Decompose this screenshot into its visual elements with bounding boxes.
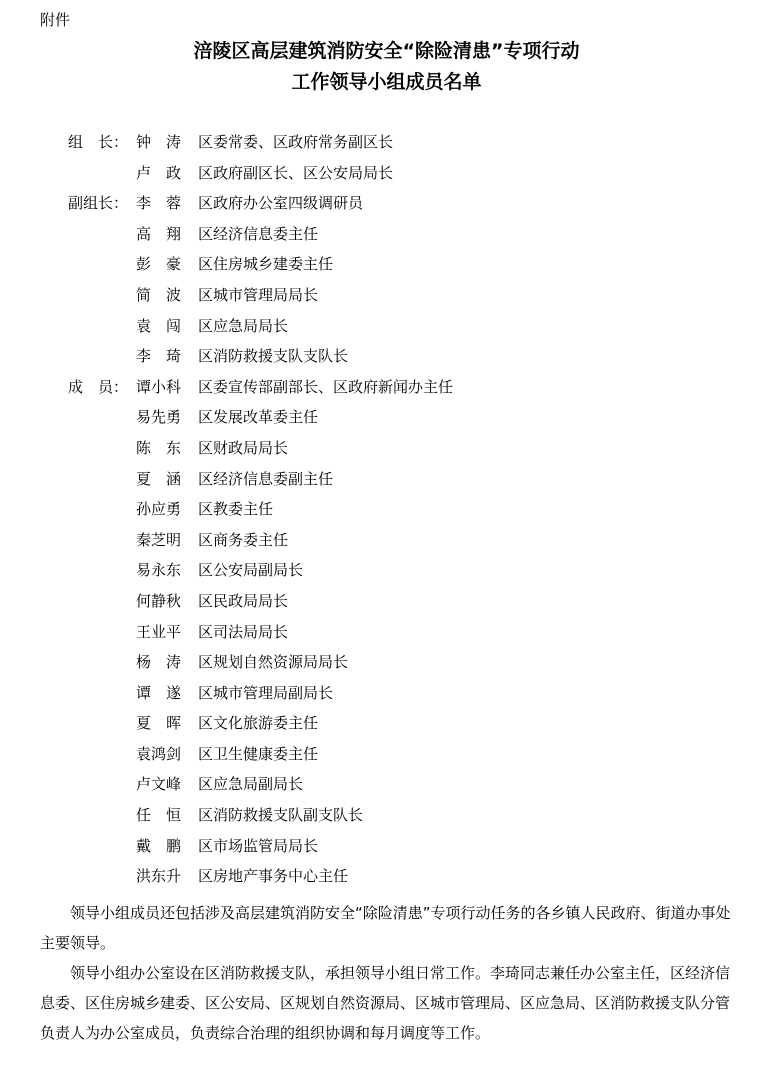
roster-row bbox=[0, 682, 773, 713]
roster-position: 区卫生健康委主任 bbox=[198, 744, 319, 763]
roster-name: 易永东 bbox=[136, 561, 182, 580]
roster-position: 区司法局局长 bbox=[198, 622, 289, 641]
roster-position: 区应急局局长 bbox=[198, 316, 289, 335]
roster-row bbox=[0, 131, 773, 162]
roster-role: 组 长： bbox=[68, 133, 129, 151]
roster-row bbox=[0, 162, 773, 193]
roster-name: 夏 晖 bbox=[136, 714, 182, 733]
document-title-line-2: 工作领导小组成员名单 bbox=[291, 71, 482, 93]
roster-name: 彭 豪 bbox=[136, 255, 182, 274]
roster-row bbox=[0, 192, 773, 223]
roster-name: 钟 涛 bbox=[136, 133, 182, 151]
roster-position: 区委宣传部副部长、区政府新闻办主任 bbox=[198, 377, 454, 396]
member-roster bbox=[0, 131, 773, 896]
roster-name: 孙应勇 bbox=[136, 500, 182, 519]
roster-name: 简 波 bbox=[136, 285, 182, 304]
roster-position: 区民政局局长 bbox=[198, 591, 289, 610]
roster-row bbox=[0, 590, 773, 621]
roster-row bbox=[0, 559, 773, 590]
roster-position: 区发展改革委主任 bbox=[198, 408, 319, 427]
roster-name: 夏 涵 bbox=[136, 469, 182, 488]
roster-row bbox=[0, 284, 773, 315]
roster-name: 戴 鹏 bbox=[136, 836, 182, 855]
roster-name: 袁 闯 bbox=[136, 316, 182, 335]
roster-position: 区文化旅游委主任 bbox=[198, 714, 319, 733]
roster-role: 成 员： bbox=[68, 377, 129, 396]
roster-name: 卢文峰 bbox=[136, 775, 182, 794]
roster-row bbox=[0, 621, 773, 652]
roster-row bbox=[0, 315, 773, 346]
roster-row bbox=[0, 804, 773, 835]
roster-position: 区委常委、区政府常务副区长 bbox=[198, 133, 394, 151]
roster-name: 洪东升 bbox=[136, 867, 182, 886]
roster-row bbox=[0, 498, 773, 529]
roster-position: 区规划自然资源局局长 bbox=[198, 653, 349, 672]
roster-position: 区经济信息委副主任 bbox=[198, 469, 334, 488]
roster-name: 卢 政 bbox=[136, 163, 182, 182]
roster-name: 陈 东 bbox=[136, 438, 182, 457]
attachment-label: 附件 bbox=[40, 11, 71, 29]
roster-row bbox=[0, 437, 773, 468]
roster-row bbox=[0, 253, 773, 284]
note-paragraph-office: 领导小组办公室设在区消防救援支队，承担领导小组日常工作。李琦同志兼任办公室主任，区经济信息委、区住房城乡建委、区公安局、区规划自然资源局、区城市管理局、区应急局、区消防救援支队分管负责人为办公室成员，负责综合治理的组织协调和每月调度等工作。 bbox=[40, 964, 731, 1042]
roster-position: 区房地产事务中心主任 bbox=[198, 867, 349, 886]
roster-name: 李 琦 bbox=[136, 347, 182, 366]
roster-position: 区消防救援支队支队长 bbox=[198, 347, 349, 366]
roster-role: 副组长： bbox=[68, 194, 129, 213]
roster-row bbox=[0, 743, 773, 774]
roster-position: 区教委主任 bbox=[198, 500, 274, 519]
roster-position: 区商务委主任 bbox=[198, 530, 289, 549]
roster-name: 秦芝明 bbox=[136, 530, 182, 549]
roster-name: 李 蓉 bbox=[136, 194, 182, 213]
roster-name: 谭小科 bbox=[136, 377, 182, 396]
roster-name: 袁鸿剑 bbox=[136, 744, 182, 763]
roster-position: 区市场监管局局长 bbox=[198, 836, 319, 855]
roster-position: 区政府副区长、区公安局局长 bbox=[198, 163, 394, 182]
roster-row bbox=[0, 835, 773, 866]
roster-name: 易先勇 bbox=[136, 408, 182, 427]
roster-position: 区消防救援支队副支队长 bbox=[198, 806, 364, 825]
roster-name: 高 翔 bbox=[136, 224, 182, 243]
roster-name: 何静秋 bbox=[136, 591, 182, 610]
roster-row bbox=[0, 468, 773, 499]
roster-row bbox=[0, 651, 773, 682]
roster-position: 区经济信息委主任 bbox=[198, 224, 319, 243]
roster-name: 谭 遂 bbox=[136, 683, 182, 702]
roster-position: 区政府办公室四级调研员 bbox=[198, 194, 364, 213]
roster-row bbox=[0, 376, 773, 407]
roster-row bbox=[0, 773, 773, 804]
roster-row bbox=[0, 865, 773, 896]
roster-position: 区住房城乡建委主任 bbox=[198, 255, 334, 274]
document-title-line-1: 涪陵区高层建筑消防安全“除险清患”专项行动 bbox=[193, 40, 580, 62]
roster-position: 区公安局副局长 bbox=[198, 561, 304, 580]
roster-name: 任 恒 bbox=[136, 806, 182, 825]
roster-row bbox=[0, 529, 773, 560]
roster-row bbox=[0, 223, 773, 254]
roster-position: 区财政局局长 bbox=[198, 438, 289, 457]
roster-name: 杨 涛 bbox=[136, 653, 182, 672]
roster-row bbox=[0, 406, 773, 437]
roster-position: 区城市管理局副局长 bbox=[198, 683, 334, 702]
roster-name: 王业平 bbox=[136, 622, 182, 641]
roster-row bbox=[0, 345, 773, 376]
roster-position: 区城市管理局局长 bbox=[198, 285, 319, 304]
note-paragraph-members: 领导小组成员还包括涉及高层建筑消防安全“除险清患”专项行动任务的各乡镇人民政府、街道办事处主要领导。 bbox=[40, 904, 731, 952]
roster-row bbox=[0, 712, 773, 743]
roster-position: 区应急局副局长 bbox=[198, 775, 304, 794]
